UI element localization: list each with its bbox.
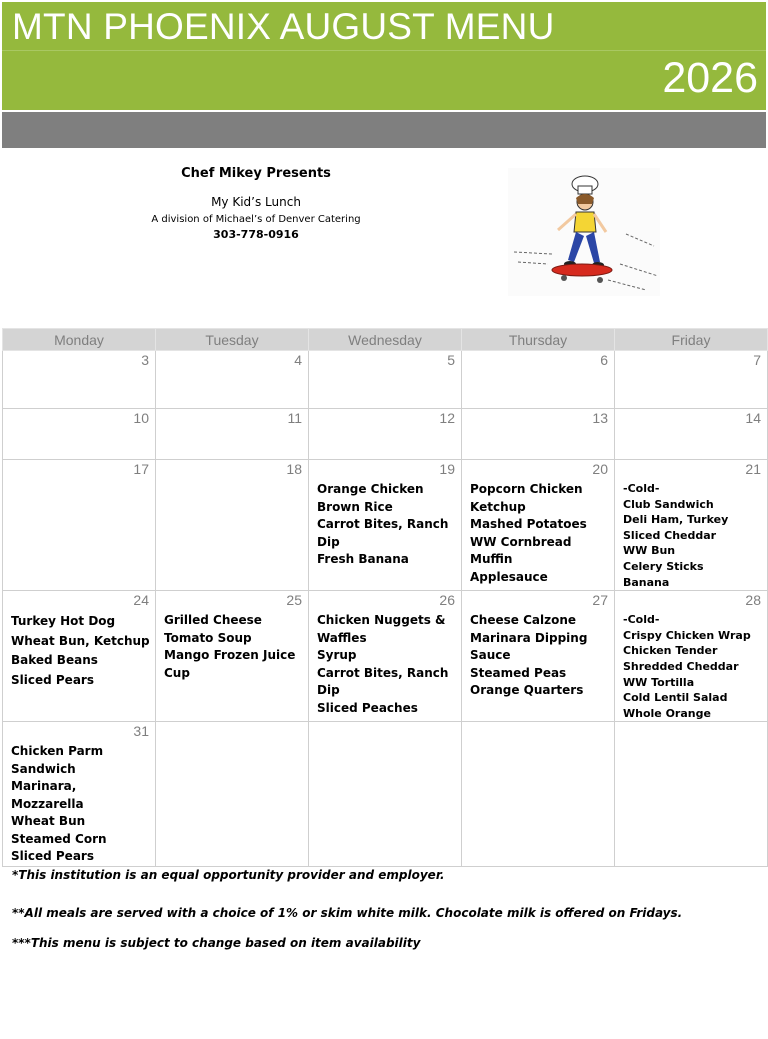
menu-item: Marinara Dipping Sauce — [470, 630, 588, 663]
week-row — [3, 351, 768, 409]
menu-item: Cold Lentil Salad — [623, 691, 728, 705]
week-row — [3, 460, 768, 591]
day-cell — [3, 351, 156, 409]
weekday-header: Thursday — [462, 329, 615, 351]
presenter-line: Chef Mikey Presents — [181, 166, 331, 181]
grey-divider-bar — [2, 112, 766, 148]
menu-item: Cheese Calzone — [470, 613, 577, 628]
day-number: 5 — [447, 352, 455, 368]
week-row — [3, 409, 768, 460]
day-cell — [156, 351, 309, 409]
menu-items — [462, 610, 614, 700]
day-cell — [309, 460, 462, 591]
day-number: 13 — [592, 410, 608, 426]
menu-item: Mashed Potatoes — [470, 517, 587, 531]
day-cell — [156, 722, 309, 867]
day-cell — [309, 351, 462, 409]
day-cell — [309, 409, 462, 460]
menu-item: Wheat Bun — [11, 814, 86, 829]
caterer-info — [130, 166, 382, 241]
menu-item: Shredded Cheddar — [623, 659, 739, 673]
day-number: 17 — [133, 461, 149, 477]
day-number: 24 — [133, 592, 149, 609]
day-number: 4 — [294, 352, 302, 368]
day-number: 19 — [439, 461, 455, 477]
chef-skateboard-illustration — [508, 168, 660, 296]
day-cell — [615, 460, 768, 591]
day-cell — [462, 351, 615, 409]
menu-item: Ketchup — [470, 499, 526, 514]
menu-item: Chicken Parm Sandwich — [11, 744, 104, 776]
week-row — [3, 591, 768, 722]
weekday-header: Friday — [615, 329, 768, 351]
day-number — [615, 722, 767, 741]
menu-item: Orange Quarters — [470, 683, 584, 698]
menu-item: Chicken Tender — [623, 644, 718, 658]
menu-item: Deli Ham, Turkey — [623, 513, 729, 527]
week-row — [3, 722, 768, 867]
phone-number: 303-778-0916 — [213, 228, 299, 241]
day-cell — [615, 351, 768, 409]
menu-item: Carrot Bites, Ranch Dip — [317, 517, 449, 549]
day-number — [462, 722, 614, 741]
day-number: 18 — [286, 461, 302, 477]
menu-item: Sliced Pears — [11, 672, 94, 687]
menu-item: Chicken Nuggets & Waffles — [317, 613, 446, 645]
day-cell — [615, 591, 768, 722]
menu-item: Tomato Soup — [164, 630, 252, 645]
menu-title: MTN PHOENIX AUGUST MENU — [12, 6, 555, 47]
day-cell — [3, 409, 156, 460]
menu-item: Sliced Peaches — [317, 700, 418, 715]
menu-item: Marinara, Mozzarella — [11, 779, 84, 811]
menu-item: Celery Sticks — [623, 559, 704, 573]
menu-item: Sliced Pears — [11, 849, 94, 864]
menu-items — [615, 479, 767, 590]
weekday-header: Wednesday — [309, 329, 462, 351]
menu-item: Baked Beans — [11, 653, 98, 668]
menu-year: 2026 — [662, 54, 758, 102]
menu-item: Wheat Bun, Ketchup — [11, 633, 150, 648]
menu-item: Steamed Peas — [470, 665, 567, 680]
menu-item: WW Cornbread Muffin — [470, 534, 572, 566]
menu-items — [3, 610, 155, 690]
menu-item: WW Tortilla — [623, 675, 695, 689]
weekday-header: Monday — [3, 329, 156, 351]
weekday-header: Tuesday — [156, 329, 309, 351]
menu-items — [309, 479, 461, 569]
menu-item: Fresh Banana — [317, 552, 409, 566]
menu-items — [3, 741, 155, 866]
menu-item: Turkey Hot Dog — [11, 614, 116, 629]
menu-item: Applesauce — [470, 569, 548, 584]
day-cell — [462, 409, 615, 460]
menu-items — [615, 610, 767, 721]
day-cell — [156, 591, 309, 722]
day-cell — [3, 460, 156, 591]
menu-item: Grilled Cheese — [164, 613, 262, 628]
menu-item: Carrot Bites, Ranch Dip — [317, 665, 449, 698]
day-cell — [462, 591, 615, 722]
day-cell — [309, 591, 462, 722]
day-number: 6 — [600, 352, 608, 368]
menu-item: Whole Orange — [623, 706, 711, 720]
day-number: 12 — [439, 410, 455, 426]
day-number: 21 — [745, 461, 761, 477]
day-cell — [3, 591, 156, 722]
menu-item: WW Bun — [623, 544, 676, 558]
title-banner — [2, 2, 766, 110]
menu-items — [462, 479, 614, 586]
day-number: 25 — [286, 592, 302, 609]
menu-item: Sliced Cheddar — [623, 528, 717, 542]
day-number: 27 — [592, 592, 608, 609]
day-cell — [462, 460, 615, 591]
program-name: My Kid’s Lunch — [211, 195, 301, 209]
day-number: 7 — [753, 352, 761, 368]
day-cell — [309, 722, 462, 867]
day-number: 26 — [439, 592, 455, 609]
day-number: 3 — [141, 352, 149, 368]
menu-item: Syrup — [317, 648, 357, 663]
menu-item: Brown Rice — [317, 499, 393, 514]
menu-item: Orange Chicken — [317, 482, 424, 496]
footnote-equal-opportunity: *This institution is an equal opportunity provider and employer. — [12, 868, 445, 882]
day-cell — [156, 460, 309, 591]
day-number: 31 — [133, 723, 149, 740]
day-number — [156, 722, 308, 741]
menu-calendar — [2, 328, 768, 867]
division-line: A division of Michael’s of Denver Catering — [151, 214, 361, 225]
banner-divider — [2, 50, 766, 51]
footnote-milk: **All meals are served with a choice of 1% or skim white milk. Chocolate milk is offered on Fridays. — [12, 906, 683, 920]
day-number: 11 — [287, 410, 302, 426]
day-number: 14 — [745, 410, 761, 426]
footnote-availability: ***This menu is subject to change based on item availability — [12, 936, 421, 950]
menu-item: Mango Frozen Juice Cup — [164, 648, 296, 680]
menu-item: Steamed Corn — [11, 831, 107, 846]
menu-item: Banana — [623, 575, 670, 589]
menu-item: -Cold- — [623, 613, 660, 627]
menu-item: -Cold- — [623, 482, 660, 495]
day-cell — [3, 722, 156, 867]
day-number: 10 — [133, 410, 149, 426]
day-cell — [615, 722, 768, 867]
day-number: 20 — [592, 461, 608, 477]
menu-item: Popcorn Chicken — [470, 482, 583, 496]
menu-items — [309, 610, 461, 717]
weekday-header-row — [3, 329, 768, 351]
day-cell — [462, 722, 615, 867]
day-number: 28 — [745, 592, 761, 609]
menu-item: Crispy Chicken Wrap — [623, 628, 751, 642]
day-cell — [615, 409, 768, 460]
menu-items — [156, 610, 308, 682]
day-cell — [156, 409, 309, 460]
day-number — [309, 722, 461, 741]
menu-item: Club Sandwich — [623, 497, 714, 511]
